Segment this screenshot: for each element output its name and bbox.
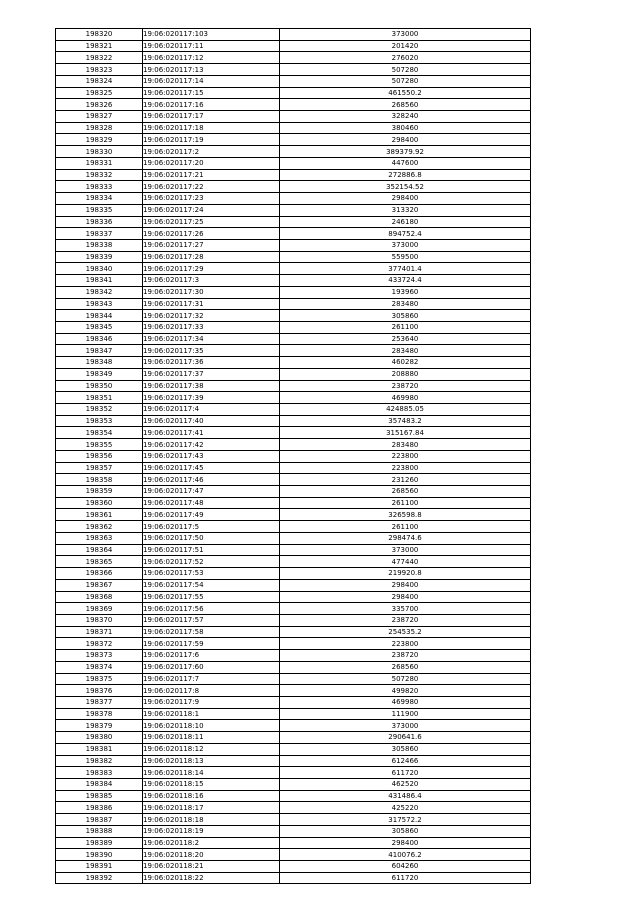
row-id-cell: 198387	[56, 814, 143, 826]
row-time-cell: 19:06:020117:45	[143, 462, 280, 474]
row-time-cell: 19:06:020118:2	[143, 837, 280, 849]
table-row	[56, 779, 531, 791]
row-value-cell: 201420	[280, 40, 531, 52]
row-id-cell: 198347	[56, 345, 143, 357]
row-value-cell: 499820	[280, 685, 531, 697]
row-id-cell: 198382	[56, 755, 143, 767]
row-value-cell: 604260	[280, 861, 531, 873]
table-row	[56, 122, 531, 134]
row-value-cell: 272886.8	[280, 169, 531, 181]
table-body	[56, 29, 531, 884]
row-value-cell: 261100	[280, 521, 531, 533]
row-time-cell: 19:06:020117:9	[143, 696, 280, 708]
table-row	[56, 157, 531, 169]
row-value-cell: 477440	[280, 556, 531, 568]
row-time-cell: 19:06:020117:11	[143, 40, 280, 52]
row-time-cell: 19:06:020117:19	[143, 134, 280, 146]
row-time-cell: 19:06:020117:22	[143, 181, 280, 193]
row-time-cell: 19:06:020117:34	[143, 333, 280, 345]
row-time-cell: 19:06:020117:53	[143, 568, 280, 580]
row-id-cell: 198364	[56, 544, 143, 556]
row-value-cell: 290641.6	[280, 732, 531, 744]
row-id-cell: 198325	[56, 87, 143, 99]
row-value-cell: 313320	[280, 204, 531, 216]
table-row	[56, 861, 531, 873]
table-row	[56, 380, 531, 392]
row-id-cell: 198376	[56, 685, 143, 697]
table-row	[56, 849, 531, 861]
row-id-cell: 198344	[56, 310, 143, 322]
row-time-cell: 19:06:020118:1	[143, 708, 280, 720]
row-time-cell: 19:06:020118:10	[143, 720, 280, 732]
row-value-cell: 469980	[280, 392, 531, 404]
row-time-cell: 19:06:020117:31	[143, 298, 280, 310]
row-id-cell: 198381	[56, 743, 143, 755]
row-value-cell: 305860	[280, 825, 531, 837]
row-id-cell: 198371	[56, 626, 143, 638]
table-row	[56, 814, 531, 826]
row-time-cell: 19:06:020117:17	[143, 111, 280, 123]
row-time-cell: 19:06:020118:16	[143, 790, 280, 802]
table-row	[56, 357, 531, 369]
table-row	[56, 52, 531, 64]
table-row	[56, 872, 531, 884]
row-value-cell: 317572.2	[280, 814, 531, 826]
row-time-cell: 19:06:020117:32	[143, 310, 280, 322]
row-time-cell: 19:06:020117:51	[143, 544, 280, 556]
table-row	[56, 251, 531, 263]
row-id-cell: 198359	[56, 486, 143, 498]
row-time-cell: 19:06:020117:50	[143, 532, 280, 544]
table-row	[56, 626, 531, 638]
row-id-cell: 198324	[56, 75, 143, 87]
row-id-cell: 198346	[56, 333, 143, 345]
row-value-cell: 238720	[280, 614, 531, 626]
row-value-cell: 335700	[280, 603, 531, 615]
table-row	[56, 87, 531, 99]
row-id-cell: 198375	[56, 673, 143, 685]
row-value-cell: 326598.8	[280, 509, 531, 521]
row-value-cell: 253640	[280, 333, 531, 345]
row-id-cell: 198377	[56, 696, 143, 708]
table-row	[56, 837, 531, 849]
row-value-cell: 507280	[280, 75, 531, 87]
row-value-cell: 238720	[280, 650, 531, 662]
table-row	[56, 368, 531, 380]
row-time-cell: 19:06:020117:56	[143, 603, 280, 615]
row-value-cell: 373000	[280, 239, 531, 251]
row-id-cell: 198348	[56, 357, 143, 369]
row-value-cell: 298400	[280, 134, 531, 146]
table-row	[56, 239, 531, 251]
row-time-cell: 19:06:020118:22	[143, 872, 280, 884]
row-time-cell: 19:06:020117:25	[143, 216, 280, 228]
table-row	[56, 321, 531, 333]
table-row	[56, 146, 531, 158]
table-row	[56, 415, 531, 427]
row-id-cell: 198322	[56, 52, 143, 64]
table-row	[56, 263, 531, 275]
row-id-cell: 198339	[56, 251, 143, 263]
row-value-cell: 389379.92	[280, 146, 531, 158]
row-value-cell: 507280	[280, 64, 531, 76]
table-row	[56, 439, 531, 451]
row-value-cell: 424885.05	[280, 404, 531, 416]
row-id-cell: 198366	[56, 568, 143, 580]
row-id-cell: 198356	[56, 450, 143, 462]
table-row	[56, 767, 531, 779]
row-id-cell: 198360	[56, 497, 143, 509]
table-row	[56, 216, 531, 228]
row-time-cell: 19:06:020117:48	[143, 497, 280, 509]
row-id-cell: 198328	[56, 122, 143, 134]
row-value-cell: 373000	[280, 29, 531, 41]
row-value-cell: 208880	[280, 368, 531, 380]
row-id-cell: 198345	[56, 321, 143, 333]
row-value-cell: 410076.2	[280, 849, 531, 861]
row-id-cell: 198354	[56, 427, 143, 439]
row-id-cell: 198391	[56, 861, 143, 873]
row-time-cell: 19:06:020117:27	[143, 239, 280, 251]
row-id-cell: 198343	[56, 298, 143, 310]
row-time-cell: 19:06:020117:15	[143, 87, 280, 99]
row-time-cell: 19:06:020118:14	[143, 767, 280, 779]
table-row	[56, 603, 531, 615]
row-time-cell: 19:06:020117:42	[143, 439, 280, 451]
row-time-cell: 19:06:020117:40	[143, 415, 280, 427]
row-value-cell: 315167.84	[280, 427, 531, 439]
table-row	[56, 75, 531, 87]
row-id-cell: 198351	[56, 392, 143, 404]
table-row	[56, 64, 531, 76]
table-row	[56, 404, 531, 416]
row-value-cell: 462520	[280, 779, 531, 791]
row-value-cell: 283480	[280, 439, 531, 451]
table-row	[56, 181, 531, 193]
row-id-cell: 198357	[56, 462, 143, 474]
table-row	[56, 169, 531, 181]
row-id-cell: 198355	[56, 439, 143, 451]
row-id-cell: 198385	[56, 790, 143, 802]
row-value-cell: 469980	[280, 696, 531, 708]
table-row	[56, 790, 531, 802]
row-id-cell: 198327	[56, 111, 143, 123]
row-id-cell: 198362	[56, 521, 143, 533]
row-value-cell: 611720	[280, 767, 531, 779]
row-id-cell: 198332	[56, 169, 143, 181]
row-id-cell: 198369	[56, 603, 143, 615]
row-time-cell: 19:06:020117:8	[143, 685, 280, 697]
table-row	[56, 486, 531, 498]
row-id-cell: 198392	[56, 872, 143, 884]
table-row	[56, 427, 531, 439]
row-time-cell: 19:06:020118:17	[143, 802, 280, 814]
table-row	[56, 521, 531, 533]
row-value-cell: 298400	[280, 193, 531, 205]
row-value-cell: 283480	[280, 345, 531, 357]
table-row	[56, 310, 531, 322]
row-value-cell: 612466	[280, 755, 531, 767]
row-value-cell: 380460	[280, 122, 531, 134]
row-id-cell: 198361	[56, 509, 143, 521]
row-value-cell: 246180	[280, 216, 531, 228]
row-time-cell: 19:06:020118:11	[143, 732, 280, 744]
row-value-cell: 268560	[280, 99, 531, 111]
row-time-cell: 19:06:020117:54	[143, 579, 280, 591]
row-id-cell: 198353	[56, 415, 143, 427]
table-row	[56, 579, 531, 591]
row-id-cell: 198384	[56, 779, 143, 791]
row-id-cell: 198333	[56, 181, 143, 193]
table-row	[56, 556, 531, 568]
row-id-cell: 198334	[56, 193, 143, 205]
row-time-cell: 19:06:020117:59	[143, 638, 280, 650]
table-row	[56, 650, 531, 662]
row-time-cell: 19:06:020118:19	[143, 825, 280, 837]
row-time-cell: 19:06:020117:20	[143, 157, 280, 169]
row-time-cell: 19:06:020117:33	[143, 321, 280, 333]
table-row	[56, 474, 531, 486]
row-id-cell: 198367	[56, 579, 143, 591]
row-time-cell: 19:06:020117:58	[143, 626, 280, 638]
row-value-cell: 373000	[280, 544, 531, 556]
table-row	[56, 638, 531, 650]
row-time-cell: 19:06:020117:3	[143, 275, 280, 287]
row-time-cell: 19:06:020117:35	[143, 345, 280, 357]
row-value-cell: 268560	[280, 661, 531, 673]
table-row	[56, 462, 531, 474]
row-id-cell: 198383	[56, 767, 143, 779]
row-time-cell: 19:06:020117:39	[143, 392, 280, 404]
table-row	[56, 134, 531, 146]
row-time-cell: 19:06:020117:52	[143, 556, 280, 568]
table-row	[56, 99, 531, 111]
row-value-cell: 223800	[280, 638, 531, 650]
row-value-cell: 111900	[280, 708, 531, 720]
row-id-cell: 198378	[56, 708, 143, 720]
row-time-cell: 19:06:020117:16	[143, 99, 280, 111]
table-row	[56, 755, 531, 767]
row-time-cell: 19:06:020118:21	[143, 861, 280, 873]
row-id-cell: 198326	[56, 99, 143, 111]
row-time-cell: 19:06:020117:46	[143, 474, 280, 486]
table-row	[56, 614, 531, 626]
row-id-cell: 198370	[56, 614, 143, 626]
row-value-cell: 193960	[280, 286, 531, 298]
row-value-cell: 254535.2	[280, 626, 531, 638]
row-id-cell: 198336	[56, 216, 143, 228]
row-value-cell: 352154.52	[280, 181, 531, 193]
row-id-cell: 198342	[56, 286, 143, 298]
table-row	[56, 275, 531, 287]
table-row	[56, 345, 531, 357]
table-row	[56, 333, 531, 345]
table-row	[56, 228, 531, 240]
row-value-cell: 283480	[280, 298, 531, 310]
row-time-cell: 19:06:020117:36	[143, 357, 280, 369]
table-row	[56, 532, 531, 544]
row-id-cell: 198330	[56, 146, 143, 158]
row-id-cell: 198363	[56, 532, 143, 544]
table-row	[56, 111, 531, 123]
row-id-cell: 198331	[56, 157, 143, 169]
row-id-cell: 198390	[56, 849, 143, 861]
row-id-cell: 198358	[56, 474, 143, 486]
row-id-cell: 198374	[56, 661, 143, 673]
row-id-cell: 198380	[56, 732, 143, 744]
row-value-cell: 276020	[280, 52, 531, 64]
row-time-cell: 19:06:020118:20	[143, 849, 280, 861]
table-row	[56, 720, 531, 732]
table-row	[56, 825, 531, 837]
table-row	[56, 685, 531, 697]
row-value-cell: 328240	[280, 111, 531, 123]
table-row	[56, 286, 531, 298]
table-row	[56, 204, 531, 216]
row-value-cell: 298400	[280, 591, 531, 603]
row-id-cell: 198386	[56, 802, 143, 814]
row-value-cell: 373000	[280, 720, 531, 732]
table-row	[56, 298, 531, 310]
row-id-cell: 198365	[56, 556, 143, 568]
row-value-cell: 223800	[280, 462, 531, 474]
row-id-cell: 198368	[56, 591, 143, 603]
row-value-cell: 377401.4	[280, 263, 531, 275]
row-id-cell: 198350	[56, 380, 143, 392]
row-value-cell: 261100	[280, 321, 531, 333]
row-value-cell: 305860	[280, 743, 531, 755]
row-time-cell: 19:06:020117:30	[143, 286, 280, 298]
row-time-cell: 19:06:020117:12	[143, 52, 280, 64]
row-time-cell: 19:06:020117:4	[143, 404, 280, 416]
row-time-cell: 19:06:020117:28	[143, 251, 280, 263]
table-row	[56, 708, 531, 720]
table-row	[56, 509, 531, 521]
row-id-cell: 198372	[56, 638, 143, 650]
row-time-cell: 19:06:020117:2	[143, 146, 280, 158]
row-id-cell: 198340	[56, 263, 143, 275]
row-time-cell: 19:06:020117:21	[143, 169, 280, 181]
row-id-cell: 198352	[56, 404, 143, 416]
row-id-cell: 198329	[56, 134, 143, 146]
row-time-cell: 19:06:020118:15	[143, 779, 280, 791]
row-time-cell: 19:06:020117:38	[143, 380, 280, 392]
row-value-cell: 507280	[280, 673, 531, 685]
table-row	[56, 497, 531, 509]
row-time-cell: 19:06:020117:43	[143, 450, 280, 462]
row-time-cell: 19:06:020117:5	[143, 521, 280, 533]
row-value-cell: 268560	[280, 486, 531, 498]
table-row	[56, 661, 531, 673]
table-row	[56, 743, 531, 755]
table-row	[56, 696, 531, 708]
row-id-cell: 198335	[56, 204, 143, 216]
row-value-cell: 238720	[280, 380, 531, 392]
row-time-cell: 19:06:020118:12	[143, 743, 280, 755]
row-value-cell: 460282	[280, 357, 531, 369]
row-time-cell: 19:06:020117:26	[143, 228, 280, 240]
row-value-cell: 447600	[280, 157, 531, 169]
row-value-cell: 219920.8	[280, 568, 531, 580]
row-time-cell: 19:06:020117:60	[143, 661, 280, 673]
row-value-cell: 357483.2	[280, 415, 531, 427]
table-row	[56, 193, 531, 205]
row-time-cell: 19:06:020117:47	[143, 486, 280, 498]
row-id-cell: 198321	[56, 40, 143, 52]
table-row	[56, 29, 531, 41]
row-id-cell: 198337	[56, 228, 143, 240]
row-time-cell: 19:06:020117:18	[143, 122, 280, 134]
row-value-cell: 261100	[280, 497, 531, 509]
row-id-cell: 198349	[56, 368, 143, 380]
row-value-cell: 433724.4	[280, 275, 531, 287]
row-id-cell: 198338	[56, 239, 143, 251]
row-id-cell: 198389	[56, 837, 143, 849]
row-value-cell: 611720	[280, 872, 531, 884]
row-id-cell: 198341	[56, 275, 143, 287]
row-value-cell: 223800	[280, 450, 531, 462]
row-time-cell: 19:06:020117:23	[143, 193, 280, 205]
table-row	[56, 591, 531, 603]
row-time-cell: 19:06:020117:57	[143, 614, 280, 626]
table-row	[56, 450, 531, 462]
row-value-cell: 894752.4	[280, 228, 531, 240]
row-time-cell: 19:06:020117:14	[143, 75, 280, 87]
table-row	[56, 40, 531, 52]
row-time-cell: 19:06:020117:7	[143, 673, 280, 685]
row-time-cell: 19:06:020117:29	[143, 263, 280, 275]
row-value-cell: 425220	[280, 802, 531, 814]
table-row	[56, 802, 531, 814]
row-value-cell: 461550.2	[280, 87, 531, 99]
row-id-cell: 198388	[56, 825, 143, 837]
row-time-cell: 19:06:020117:24	[143, 204, 280, 216]
data-table	[55, 28, 531, 884]
row-time-cell: 19:06:020118:18	[143, 814, 280, 826]
row-value-cell: 298400	[280, 579, 531, 591]
row-id-cell: 198320	[56, 29, 143, 41]
row-time-cell: 19:06:020117:6	[143, 650, 280, 662]
row-time-cell: 19:06:020118:13	[143, 755, 280, 767]
row-value-cell: 298400	[280, 837, 531, 849]
row-time-cell: 19:06:020117:103	[143, 29, 280, 41]
row-id-cell: 198373	[56, 650, 143, 662]
row-value-cell: 431486.4	[280, 790, 531, 802]
row-value-cell: 305860	[280, 310, 531, 322]
table-row	[56, 568, 531, 580]
row-time-cell: 19:06:020117:55	[143, 591, 280, 603]
table-row	[56, 392, 531, 404]
row-time-cell: 19:06:020117:37	[143, 368, 280, 380]
row-id-cell: 198379	[56, 720, 143, 732]
row-time-cell: 19:06:020117:13	[143, 64, 280, 76]
row-time-cell: 19:06:020117:49	[143, 509, 280, 521]
row-time-cell: 19:06:020117:41	[143, 427, 280, 439]
row-value-cell: 231260	[280, 474, 531, 486]
row-value-cell: 559500	[280, 251, 531, 263]
table-row	[56, 673, 531, 685]
table-row	[56, 544, 531, 556]
table-row	[56, 732, 531, 744]
row-id-cell: 198323	[56, 64, 143, 76]
row-value-cell: 298474.6	[280, 532, 531, 544]
